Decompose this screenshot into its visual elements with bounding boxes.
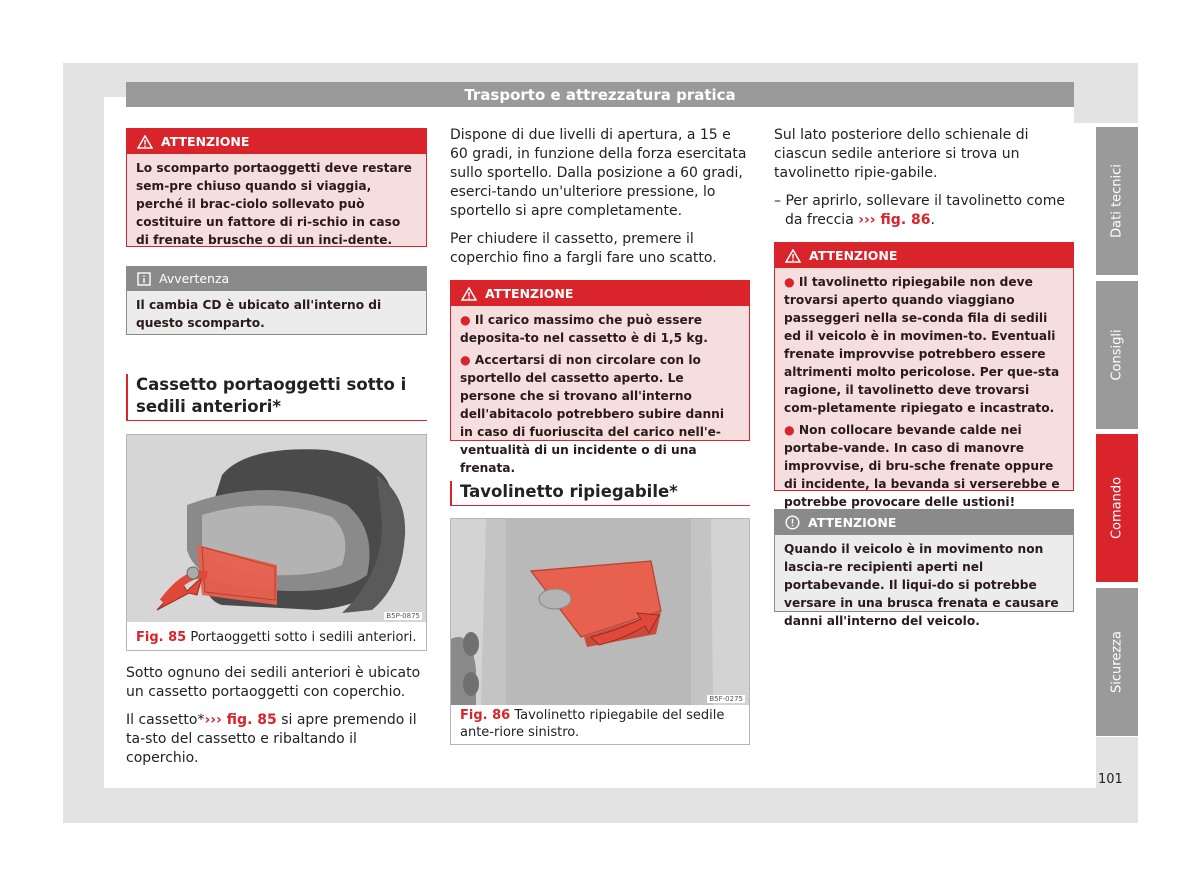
figure-caption-text: Tavolinetto ripiegabile del sedile ante-riore sinistro.: [460, 708, 725, 740]
paragraph: Sotto ognuno dei sedili anteriori è ubicato un cassetto portaoggetti con coperchio.: [126, 665, 421, 700]
warning-box-drinks: [774, 509, 1074, 628]
tab-dati-tecnici[interactable]: Dati tecnici: [1096, 127, 1138, 275]
warning-header: [775, 510, 1073, 535]
figure-caption: [136, 629, 417, 646]
paragraph: Sul lato posteriore dello schienale di ciascun sedile anteriore si trova un tavolinetto ripie-gabile.: [774, 127, 1029, 181]
tab-comando[interactable]: Comando: [1096, 434, 1138, 582]
seat-drawer-illustration: [127, 435, 426, 622]
note-header: [127, 267, 426, 291]
warning-text: [451, 306, 749, 483]
warning-text: Quando il veicolo è in movimento non lascia-re recipienti aperti nel portabevande. Il liqui-do si potrebbe versare in una brusca frenata e causare danni all'interno del veicolo.: [784, 542, 1059, 628]
warning-title: ATTENZIONE: [161, 134, 250, 149]
note-text: Il cambia CD è ubicato all'interno di questo scomparto.: [136, 298, 382, 330]
paragraph-text: – Per aprirlo, sollevare il tavolinetto come da freccia: [774, 193, 1065, 228]
section-title-tavolinetto: Tavolinetto ripiegabile*: [450, 481, 750, 506]
note-box-cd: [126, 266, 427, 335]
figure-caption-text: Portaoggetti sotto i sedili anteriori.: [190, 630, 417, 645]
alert-circle-icon: [785, 515, 800, 530]
note-title: Avvertenza: [159, 271, 230, 286]
figure-reference-link[interactable]: ››› fig. 86: [858, 212, 931, 228]
page-frame-left: [63, 63, 104, 823]
figure-code: B5F-0275: [709, 695, 743, 703]
figure-label: Fig. 85: [136, 630, 187, 645]
warning-bullet: ● Non collocare bevande calde nei portabe-vande. In caso di manovre improvvise, di bru-sche frenate oppure di incidente, la bevanda si verserebbe e potrebbe provocare delle ustioni!: [784, 423, 1060, 509]
figure-86: [450, 518, 750, 745]
warning-box-drawer: [450, 280, 750, 475]
warning-box-table: [774, 242, 1074, 509]
paragraph-text: Il cassetto*: [126, 712, 205, 728]
page-frame-bottom: [63, 788, 1138, 823]
tab-sicurezza[interactable]: Sicurezza: [1096, 588, 1138, 736]
warning-text: [775, 268, 1073, 517]
paragraph-text: .: [930, 212, 935, 228]
warning-header: [451, 281, 749, 306]
warning-title: ATTENZIONE: [808, 515, 897, 530]
paragraph: Dispone di due livelli di apertura, a 15 e 60 gradi, in funzione della forza esercitata sullo sportello. Dalla posizione a 60 gradi, eserci-tando un'ulteriore pressione, lo sportello si apre completamente.: [450, 127, 747, 219]
warning-title: ATTENZIONE: [809, 248, 898, 263]
col1-body: [126, 664, 428, 777]
section-title-cassetto: Cassetto portaoggetti sotto i sedili anteriori*: [126, 374, 427, 421]
figure-reference-link[interactable]: ››› fig. 85: [204, 712, 277, 728]
paragraph: Per chiudere il cassetto, premere il coperchio fino a fargli fare uno scatto.: [450, 231, 717, 266]
tab-consigli[interactable]: Consigli: [1096, 281, 1138, 429]
warning-triangle-icon: [137, 135, 153, 149]
col3-body: [774, 126, 1074, 239]
warning-title: ATTENZIONE: [485, 286, 574, 301]
page-frame-right: [1074, 63, 1138, 123]
warning-triangle-icon: [461, 287, 477, 301]
chapter-header: Trasporto e attrezzatura pratica: [126, 82, 1074, 107]
figure-label: Fig. 86: [460, 708, 511, 723]
warning-bullet: ● Il carico massimo che può essere deposita-to nel cassetto è di 1,5 kg.: [460, 313, 708, 345]
paragraph: [126, 711, 428, 768]
figure-85: [126, 434, 427, 651]
figure-caption: [460, 707, 745, 741]
warning-bullet: ● Il tavolinetto ripiegabile non deve trovarsi aperto quando viaggiano passeggeri nella se-conda fila di sedili ed il veicolo è in movimen-to. Eventuali frenate improvvise potrebbero essere altrimenti molto pericolose. Per que-sta ragione, il tavolinetto deve trovarsi com-pletamente ripiegato e incastrato.: [784, 275, 1060, 415]
warning-header: [775, 243, 1073, 268]
warning-text: Lo scomparto portaoggetti deve restare sem-pre chiuso quando si viaggia, perché il brac-ciolo sollevato può costituire un fattore di ri-schio in caso di frenate brusche o di un inci-dente.: [136, 161, 412, 247]
page-number: 101: [1098, 772, 1123, 787]
info-icon: [137, 272, 151, 286]
figure-code: B5P-0875: [386, 612, 420, 620]
folding-table-illustration: [451, 519, 749, 705]
warning-box-armrest: [126, 128, 427, 247]
warning-header: [127, 129, 426, 154]
warning-triangle-icon: [785, 249, 801, 263]
warning-bullet: ● Accertarsi di non circolare con lo sportello del cassetto aperto. Le persone che si trovano all'interno dell'abitacolo potrebbero subire danni in caso di fuoriuscita del carico nell'e-ventualità di un incidente o di una frenata.: [460, 353, 725, 475]
col2-body: [450, 126, 750, 277]
paragraph-text: si apre premendo il ta-sto del cassetto e ribaltando il coperchio.: [126, 712, 417, 766]
instruction-step: [774, 192, 1074, 230]
